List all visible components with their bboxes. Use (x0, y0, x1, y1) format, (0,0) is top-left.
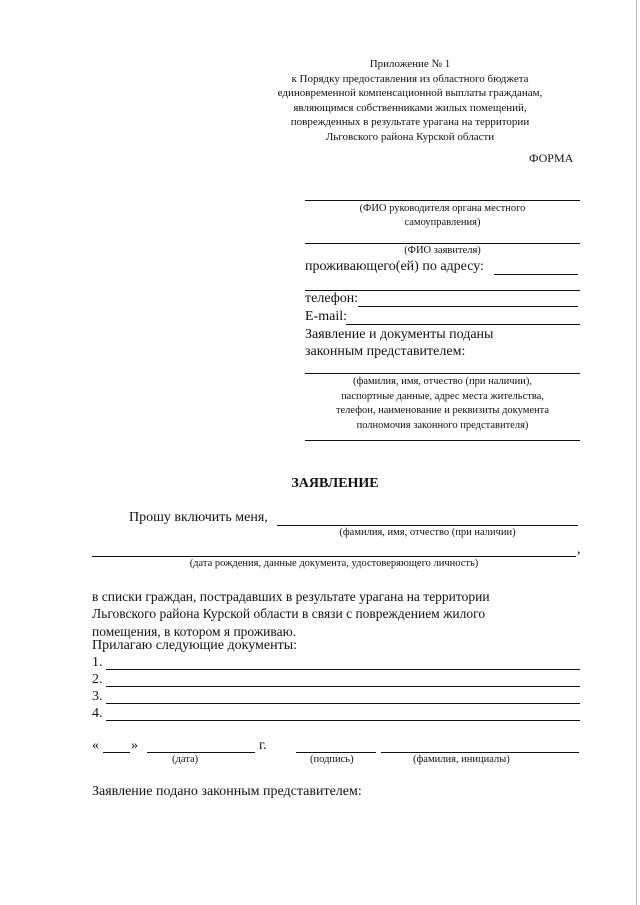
head-caption-line: самоуправления) (404, 217, 481, 228)
quote-open: « (92, 738, 99, 753)
doc-item-number: 3. (92, 689, 103, 704)
quote-close: » (131, 738, 138, 753)
attach-label: Прилагаю следующие документы: (92, 638, 298, 653)
name-caption: (фамилия, инициалы) (413, 754, 510, 765)
paragraph-line: в списки граждан, пострадавших в результате урагана на территории (92, 589, 490, 604)
doc-item-1-field[interactable] (106, 669, 580, 670)
paragraph-line: Льговского района Курской области в связи с повреждением жилого (92, 606, 486, 622)
email-label: E-mail: (305, 309, 347, 324)
email-field[interactable] (346, 324, 580, 325)
appendix-line: являющимся собственниками жилых помещений, (293, 101, 527, 114)
comma: , (577, 542, 581, 557)
birth-caption: (дата рождения, данные документа, удостоверяющего личность) (189, 558, 479, 569)
footer-text: Заявление подано законным представителем: (92, 784, 362, 799)
residing-label: проживающего(ей) по адресу: (305, 259, 484, 274)
rep-caption-line: полномочия законного представителя) (356, 419, 529, 431)
request-paragraph (92, 588, 490, 640)
doc-item-number: 4. (92, 706, 103, 721)
signature-field[interactable] (296, 752, 376, 753)
doc-item-3-field[interactable] (106, 703, 580, 704)
rep-caption (305, 375, 580, 433)
phone-field[interactable] (358, 306, 578, 307)
doc-item-4-field[interactable] (106, 720, 580, 721)
date-caption: (дата) (172, 754, 199, 765)
appendix-line: Льговского района Курской области (325, 130, 495, 143)
appendix-line: поврежденных в результате урагана на территории (290, 116, 530, 129)
paragraph-line: помещения, в котором я проживаю. (92, 623, 297, 639)
submitted-line: Заявление и документы поданы (305, 327, 494, 342)
head-caption-line: (ФИО руководителя органа местного (359, 203, 526, 214)
rep-caption-line: паспортные данные, адрес места жительства, (341, 390, 544, 402)
head-fio-line (305, 200, 580, 201)
month-year-field[interactable] (147, 752, 255, 753)
phone-label: телефон: (305, 291, 359, 306)
head-fio-caption (305, 202, 580, 230)
doc-item-number: 1. (92, 655, 103, 670)
doc-item-number: 2. (92, 672, 103, 687)
sign-caption: (подпись) (310, 754, 354, 765)
appendix-line: единовременной компенсационной выплаты гражданам, (277, 87, 543, 100)
scan-edge-line (636, 0, 637, 905)
applicant-name-field[interactable] (277, 525, 578, 526)
document-title: ЗАЯВЛЕНИЕ (291, 476, 379, 491)
submitted-line: законным представителем: (305, 344, 466, 359)
appendix-line: к Порядку предоставления из областного бюджета (291, 72, 529, 85)
applicant-fio-line (305, 243, 580, 244)
request-text: Прошу включить меня, (129, 510, 268, 525)
address-field[interactable] (494, 274, 578, 275)
appendix-line: Приложение № 1 (369, 58, 451, 70)
rep-line[interactable] (305, 373, 580, 374)
doc-item-2-field[interactable] (106, 686, 580, 687)
rep-caption-line: (фамилия, имя, отчество (при наличии), (353, 376, 532, 387)
form-label: ФОРМА (529, 151, 574, 165)
submitted-by-rep (305, 326, 493, 360)
day-field[interactable] (103, 752, 130, 753)
year-suffix: г. (259, 738, 267, 753)
rep-caption-line: телефон, наименование и реквизиты документа (335, 405, 550, 416)
fio-caption: (фамилия, имя, отчество (при наличии) (339, 527, 516, 538)
rep-line-2[interactable] (305, 440, 580, 441)
name-initials-field[interactable] (381, 752, 579, 753)
birth-data-field[interactable] (92, 556, 576, 557)
applicant-caption: (ФИО заявителя) (404, 245, 481, 256)
appendix-block (250, 57, 570, 145)
